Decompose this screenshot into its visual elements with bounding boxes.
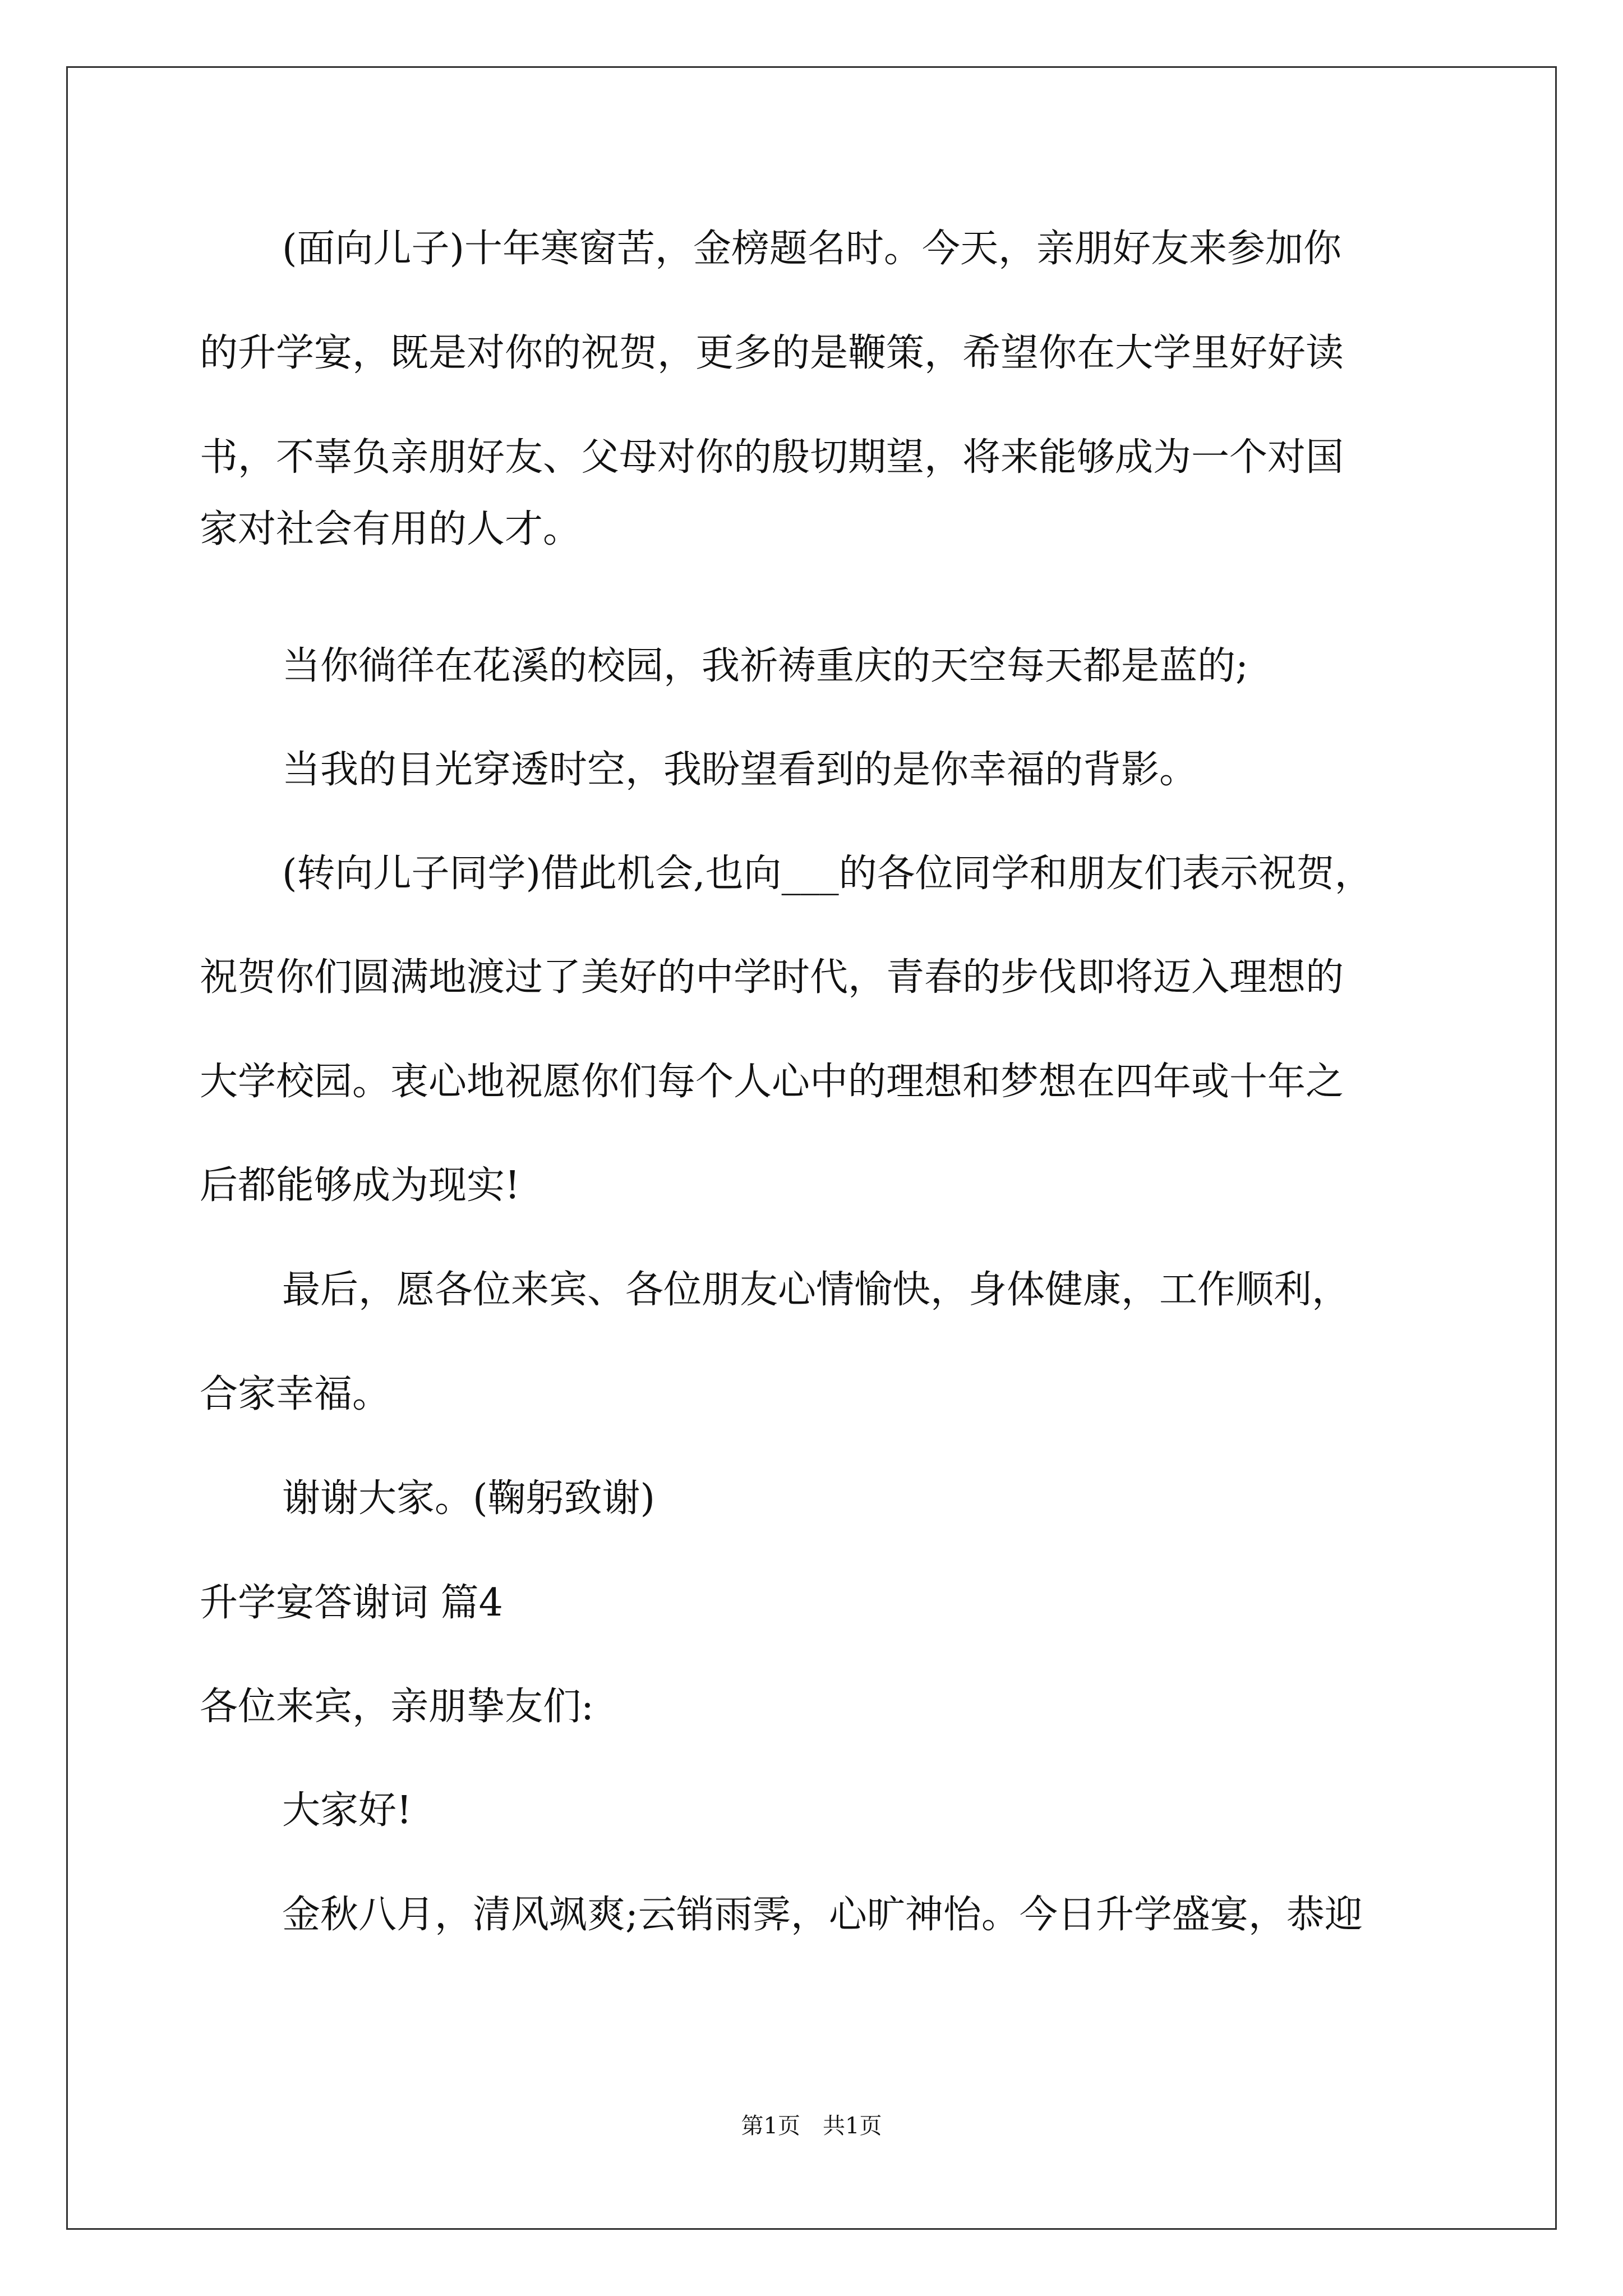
paragraph-line: 大学校园。衷心地祝愿你们每个人心中的理想和梦想在四年或十年之 — [200, 1060, 1344, 1104]
paragraph-line: 的升学宴，既是对你的祝贺，更多的是鞭策，希望你在大学里好好读 — [200, 331, 1344, 375]
page-footer: 第1页 共1页 — [741, 2113, 882, 2139]
paragraph-line: 最后，愿各位来宾、各位朋友心情愉快，身体健康，工作顺利， — [282, 1268, 1350, 1312]
paragraph-line: 当你徜徉在花溪的校园，我祈祷重庆的天空每天都是蓝的; — [282, 644, 1248, 688]
paragraph-line: 家对社会有用的人才。 — [200, 507, 582, 551]
paragraph-line: 书，不辜负亲朋好友、父母对你的殷切期望，将来能够成为一个对国 — [200, 435, 1344, 480]
salutation-line: 各位来宾，亲朋挚友们: — [200, 1685, 594, 1729]
paragraph-line: 当我的目光穿透时空，我盼望看到的是你幸福的背影。 — [282, 748, 1198, 792]
paragraph-line: 合家幸福。 — [200, 1372, 391, 1416]
section-heading: 升学宴答谢词 篇4 — [200, 1581, 503, 1625]
paragraph-line: (面向儿子)十年寒窗苦，金榜题名时。今天，亲朋好友来参加你 — [282, 227, 1342, 271]
paragraph-line: 金秋八月，清风飒爽;云销雨霁，心旷神怡。今日升学盛宴，恭迎 — [282, 1893, 1363, 1937]
paragraph-line: 后都能够成为现实! — [200, 1163, 520, 1208]
paragraph-line: 谢谢大家。(鞠躬致谢) — [282, 1476, 656, 1521]
paragraph-line: 大家好! — [282, 1788, 412, 1833]
paragraph-line: (转向儿子同学)借此机会,也向___的各位同学和朋友们表示祝贺， — [282, 852, 1373, 896]
paragraph-line: 祝贺你们圆满地渡过了美好的中学时代，青春的步伐即将迈入理想的 — [200, 955, 1344, 1000]
